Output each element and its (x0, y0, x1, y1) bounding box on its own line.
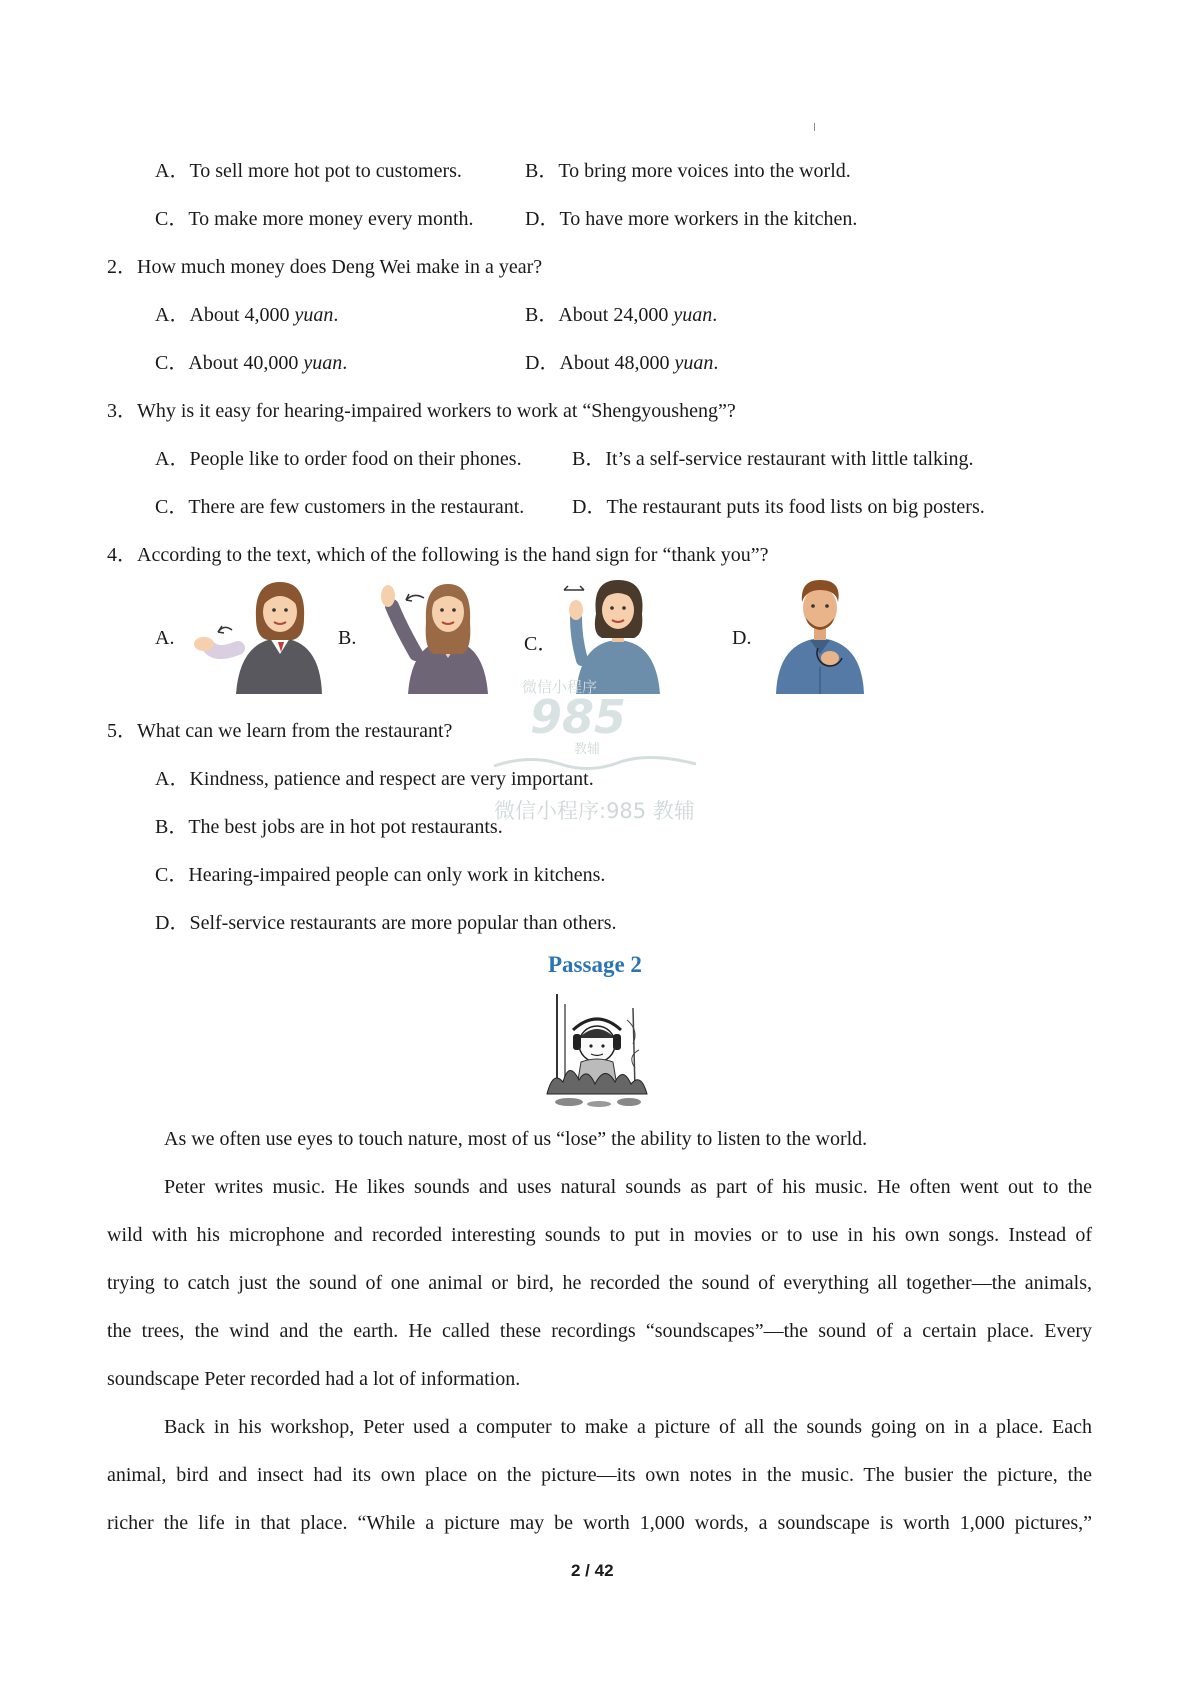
q1-option-a: A．To sell more hot pot to customers. (155, 160, 462, 182)
q3-stem: 3．Why is it easy for hearing-impaired workers to work at “Shengyousheng”? (107, 400, 736, 422)
passage-title: Passage 2 (548, 952, 642, 977)
q5-option-d: D．Self-service restaurants are more popular than others. (155, 912, 617, 934)
q1-option-c: C．To make more money every month. (155, 208, 474, 230)
page-number: 2 / 42 (571, 1561, 614, 1580)
passage-paragraph-2-line-4: the trees, the wind and the earth. He called these recordings “soundscapes”—the sound of a certain place. Every (107, 1320, 1092, 1342)
q5-option-b: B．The best jobs are in hot pot restaurants. (155, 816, 503, 838)
q5-option-a: A．Kindness, patience and respect are very important. (155, 768, 594, 790)
sign-b-illustration (376, 578, 496, 694)
passage-paragraph-2-line-2: wild with his microphone and recorded interesting sounds to put in movies or to use in his own songs. Instead of (107, 1224, 1092, 1246)
passage-paragraph-2-line-5: soundscape Peter recorded had a lot of information. (107, 1368, 521, 1390)
q4-label-c: C． (524, 633, 558, 655)
passage-paragraph-3-line-1: Back in his workshop, Peter used a computer to make a picture of all the sounds going on in a place. Each (164, 1416, 1092, 1438)
q3-option-a: A．People like to order food on their phones. (155, 448, 522, 470)
sign-a-illustration (188, 578, 328, 694)
watermark-text-sub: 教辅 (574, 742, 601, 757)
passage-paragraph-3-line-3: richer the life in that place. “While a picture may be worth 1,000 words, a soundscape is worth 1,000 pictures,” (107, 1512, 1092, 1534)
q3-option-d: D．The restaurant puts its food lists on big posters. (572, 496, 985, 518)
q5-option-c: C．Hearing-impaired people can only work in kitchens. (155, 864, 606, 886)
q2-stem: 2．How much money does Deng Wei make in a year? (107, 256, 543, 278)
watermark-number: 985 (530, 690, 627, 744)
q2-option-c: C．About 40,000 yuan. (155, 352, 348, 374)
q4-label-b: B. (338, 627, 357, 649)
passage-paragraph-2-line-1: Peter writes music. He likes sounds and uses natural sounds as part of his music. He often went out to the (164, 1176, 1092, 1198)
q2-option-b: B．About 24,000 yuan. (525, 304, 718, 326)
q1-option-d: D．To have more workers in the kitchen. (525, 208, 858, 230)
passage-paragraph-1: As we often use eyes to touch nature, most of us “lose” the ability to listen to the world. (164, 1128, 868, 1150)
q4-label-d: D. (732, 627, 752, 649)
passage-paragraph-2-line-3: trying to catch just the sound of one animal or bird, he recorded the sound of everything all together—the animals, (107, 1272, 1092, 1294)
q4-label-a: A. (155, 627, 175, 649)
page-mark (814, 123, 815, 131)
q3-option-b: B．It’s a self-service restaurant with little talking. (572, 448, 974, 470)
watermark-text-bottom: 微信小程序:985 教辅 (494, 799, 695, 823)
q4-stem: 4．According to the text, which of the following is the hand sign for “thank you”? (107, 544, 769, 566)
watermark-text-top: 微信小程序 (522, 678, 598, 696)
q5-stem: 5．What can we learn from the restaurant? (107, 720, 453, 742)
q2-option-a: A．About 4,000 yuan. (155, 304, 339, 326)
passage-paragraph-3-line-2: animal, bird and insect had its own place on the picture—its own notes in the music. The busier the picture, the (107, 1464, 1092, 1486)
q3-option-c: C．There are few customers in the restaurant. (155, 496, 525, 518)
sign-d-illustration (770, 578, 870, 694)
q2-option-d: D．About 48,000 yuan. (525, 352, 719, 374)
passage-illustration (543, 990, 651, 1110)
q1-option-b: B．To bring more voices into the world. (525, 160, 851, 182)
